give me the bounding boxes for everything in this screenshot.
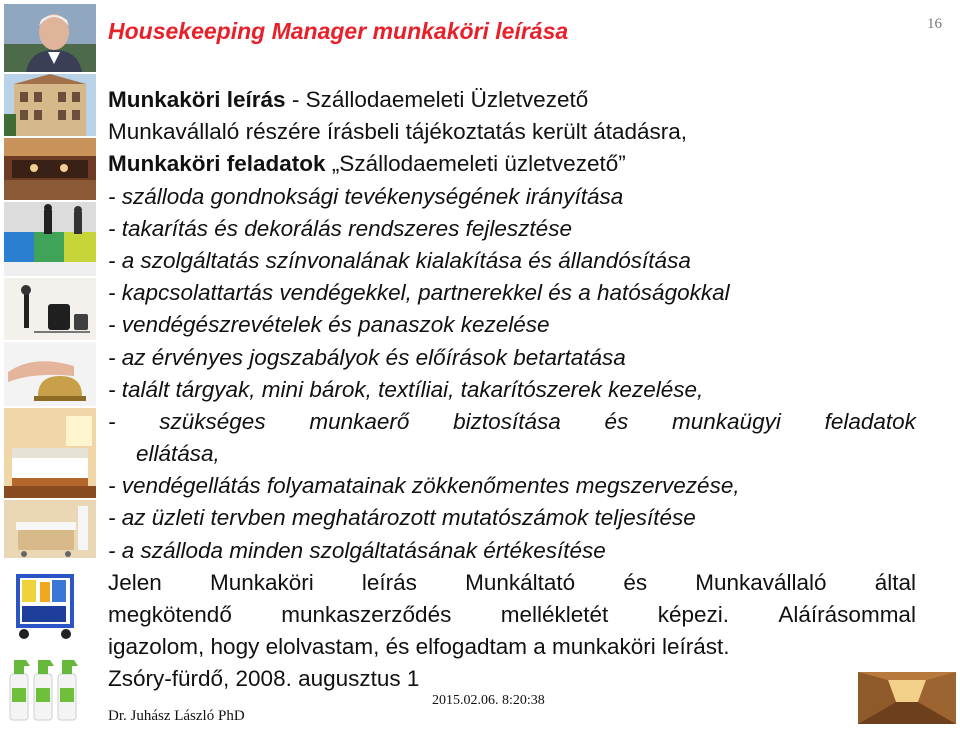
task-item-continuation: ellátása, <box>136 441 220 467</box>
footer-author: Dr. Juhász László PhD <box>108 708 245 724</box>
word: szükséges <box>159 408 266 434</box>
word: Munkáltató <box>465 569 576 595</box>
closing-line-1 <box>108 567 916 599</box>
info-line: Munkavállaló részére írásbeli tájékoztatás került átadásra, <box>108 119 688 145</box>
portrait-image <box>4 4 96 72</box>
hand-bell-image <box>4 342 96 406</box>
tasks-label: Munkaköri feladatok <box>108 151 326 177</box>
job-description-body <box>108 84 916 696</box>
closing-line-4: Zsóry-fürdő, 2008. augusztus 1 <box>108 666 420 692</box>
luggage-trolley-image <box>4 278 96 340</box>
word: leírás <box>361 569 417 595</box>
word: munkaügyi <box>672 408 781 434</box>
hotel-reception-image <box>4 138 96 200</box>
closing-line-2 <box>108 599 916 631</box>
task-item: - szálloda gondnoksági tevékenységének irányítása <box>108 183 624 209</box>
corridor-image <box>858 672 956 724</box>
tasks-heading-line <box>108 148 916 180</box>
task-item: - az üzleti tervben meghatározott mutatószámok teljesítése <box>108 505 696 531</box>
task-item: - a szálloda minden szolgáltatásának értékesítése <box>108 537 606 563</box>
task-item: - a szolgáltatás színvonalának kialakítása és állandósítása <box>108 247 691 273</box>
slide-title: Housekeeping Manager munkaköri leírása <box>108 18 569 44</box>
word: Munkavállaló <box>695 569 827 595</box>
task-item: - vendégészrevételek és panaszok kezelése <box>108 312 550 338</box>
word: Aláírásommal <box>778 602 916 627</box>
job-title-text: - Szállodaemeleti Üzletvezető <box>285 87 589 112</box>
word: Jelen <box>108 569 162 595</box>
word: munkaszerződés <box>281 602 452 627</box>
word: mellékletét <box>500 602 609 627</box>
task-item: - kapcsolattartás vendégekkel, partnerekkel és a hatóságokkal <box>108 280 730 306</box>
room-service-cart-image <box>4 500 96 558</box>
closing-line-3: igazolom, hogy elolvastam, és elfogadtam a munkaköri leírást. <box>108 634 730 660</box>
heading-line <box>108 84 916 116</box>
task-item: - takarítás és dekorálás rendszeres fejlesztése <box>108 215 572 241</box>
bedroom-image <box>4 408 96 498</box>
lobby-people-image <box>4 202 96 276</box>
word: feladatok <box>824 408 916 434</box>
word: és <box>604 408 629 434</box>
sidebar-image-strip <box>0 0 100 726</box>
spray-bottles-image <box>4 646 96 724</box>
cleaning-cart-image <box>4 560 96 644</box>
page-number: 16 <box>927 16 942 32</box>
word: munkaerő <box>309 408 410 434</box>
tasks-title-text: „Szállodaemeleti üzletvezető” <box>325 151 626 177</box>
task-item: - az érvényes jogszabályok és előírások betartatása <box>108 344 626 370</box>
task-item-justified <box>108 406 916 438</box>
word: - <box>108 408 116 434</box>
word: által <box>874 569 916 595</box>
job-description-label: Munkaköri leírás <box>108 87 286 112</box>
hotel-building-image <box>4 74 96 136</box>
task-item: - vendégellátás folyamatainak zökkenőmentes megszervezése, <box>108 473 740 499</box>
task-item: - talált tárgyak, mini bárok, textíliai, takarítószerek kezelése, <box>108 376 704 402</box>
word: biztosítása <box>453 408 561 434</box>
word: megkötendő <box>108 602 232 627</box>
word: Munkaköri <box>209 569 314 595</box>
word: képezi. <box>657 602 729 627</box>
footer-date: 2015.02.06. 8:20:38 <box>432 693 545 708</box>
word: és <box>623 569 648 595</box>
